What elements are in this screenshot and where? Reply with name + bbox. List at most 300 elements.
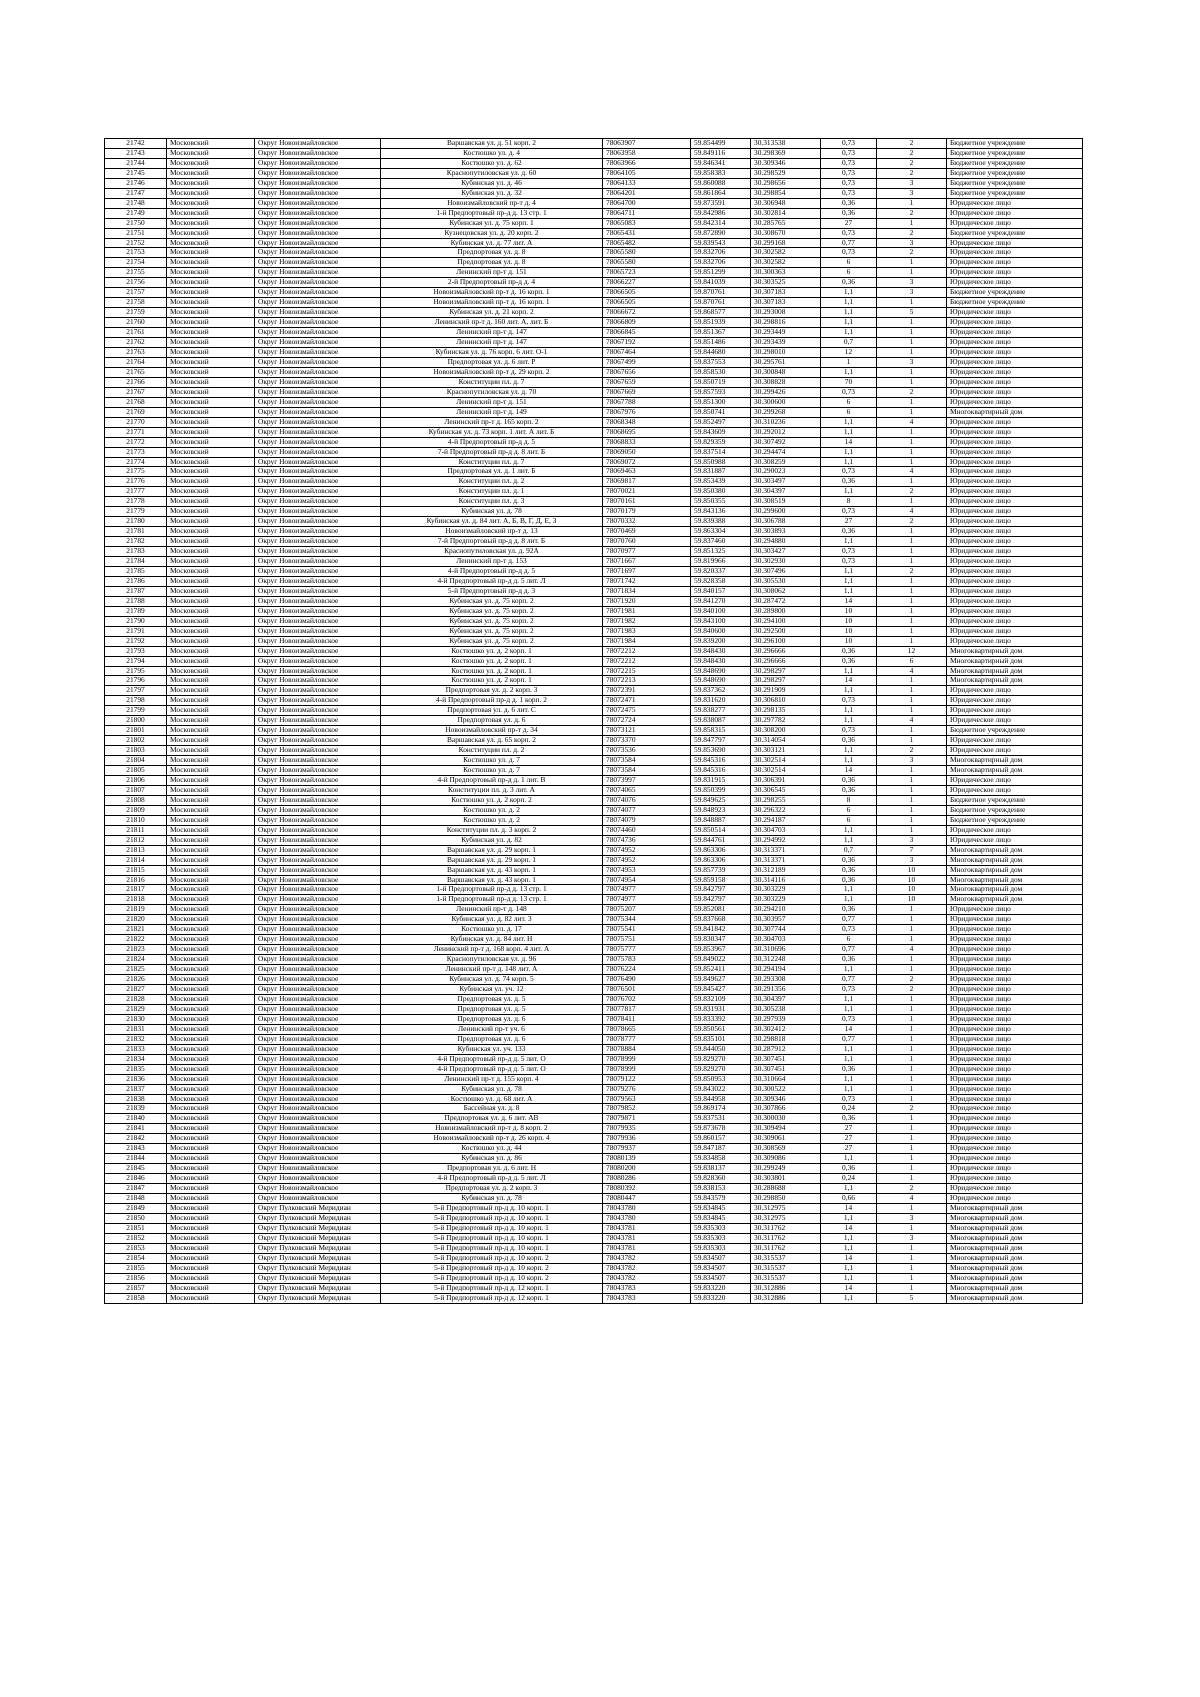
row-number-cell: 21831 — [105, 1024, 167, 1034]
row-number-cell: 21829 — [105, 1004, 167, 1014]
row-number-cell: 21775 — [105, 467, 167, 477]
address-cell: Кубинская ул. д. 46 — [381, 178, 603, 188]
table-row — [105, 756, 1083, 766]
latitude-cell: 59.834845 — [691, 1203, 751, 1213]
latitude-cell: 59.849116 — [691, 148, 751, 158]
municipality-cell: Округ Новоизмайловское — [255, 1024, 381, 1034]
count-cell: 4 — [877, 467, 947, 477]
row-number-cell: 21776 — [105, 477, 167, 487]
district-cell: Московский — [167, 377, 255, 387]
municipality-cell: Округ Новоизмайловское — [255, 696, 381, 706]
count-cell: 4 — [877, 1194, 947, 1204]
code-cell: 78078999 — [603, 1064, 691, 1074]
district-cell: Московский — [167, 218, 255, 228]
district-cell: Московский — [167, 537, 255, 547]
longitude-cell: 30.303497 — [751, 477, 821, 487]
municipality-cell: Округ Новоизмайловское — [255, 955, 381, 965]
code-cell: 78076501 — [603, 985, 691, 995]
address-cell: Краснопутиловская ул. д. 96 — [381, 955, 603, 965]
district-cell: Московский — [167, 397, 255, 407]
count-cell: 2 — [877, 168, 947, 178]
longitude-cell: 30.312975 — [751, 1203, 821, 1213]
table-row — [105, 139, 1083, 149]
code-cell: 78064105 — [603, 168, 691, 178]
address-cell: Предпортовая ул. д. 1 лит. Б — [381, 467, 603, 477]
latitude-cell: 59.873591 — [691, 198, 751, 208]
row-number-cell: 21854 — [105, 1253, 167, 1263]
count-cell: 3 — [877, 855, 947, 865]
address-cell: 7-й Предпортовый пр-д д. 8 лит. Б — [381, 447, 603, 457]
municipality-cell: Округ Новоизмайловское — [255, 795, 381, 805]
code-cell: 78078999 — [603, 1054, 691, 1064]
district-cell: Московский — [167, 417, 255, 427]
volume-cell: 0,36 — [821, 1164, 877, 1174]
address-cell: Конституции пл. д. 7 — [381, 457, 603, 467]
count-cell: 1 — [877, 1273, 947, 1283]
code-cell: 78080286 — [603, 1174, 691, 1184]
table-row — [105, 865, 1083, 875]
municipality-cell: Округ Новоизмайловское — [255, 746, 381, 756]
owner-type-cell: Многоквартирный дом — [947, 1263, 1083, 1273]
table-row — [105, 517, 1083, 527]
volume-cell: 0,66 — [821, 1194, 877, 1204]
row-number-cell: 21830 — [105, 1014, 167, 1024]
data-table — [104, 138, 1083, 1304]
count-cell: 1 — [877, 457, 947, 467]
code-cell: 78075777 — [603, 945, 691, 955]
longitude-cell: 30.291356 — [751, 985, 821, 995]
municipality-cell: Округ Новоизмайловское — [255, 178, 381, 188]
table-row — [105, 566, 1083, 576]
code-cell: 78043780 — [603, 1203, 691, 1213]
latitude-cell: 59.863304 — [691, 527, 751, 537]
code-cell: 78073584 — [603, 756, 691, 766]
latitude-cell: 59.843136 — [691, 507, 751, 517]
longitude-cell: 30.303229 — [751, 885, 821, 895]
row-number-cell: 21837 — [105, 1084, 167, 1094]
table-row — [105, 457, 1083, 467]
table-row — [105, 367, 1083, 377]
code-cell: 78074077 — [603, 805, 691, 815]
district-cell: Московский — [167, 994, 255, 1004]
count-cell: 1 — [877, 1174, 947, 1184]
volume-cell: 27 — [821, 218, 877, 228]
municipality-cell: Округ Новоизмайловское — [255, 666, 381, 676]
volume-cell: 1,1 — [821, 965, 877, 975]
district-cell: Московский — [167, 805, 255, 815]
address-cell: Новоизмайловский пр-т д. 13 — [381, 527, 603, 537]
municipality-cell: Округ Новоизмайловское — [255, 318, 381, 328]
longitude-cell: 30.312975 — [751, 1213, 821, 1223]
row-number-cell: 21813 — [105, 845, 167, 855]
code-cell: 78072212 — [603, 656, 691, 666]
latitude-cell: 59.831915 — [691, 776, 751, 786]
count-cell: 7 — [877, 845, 947, 855]
owner-type-cell: Юридическое лицо — [947, 377, 1083, 387]
code-cell: 78076490 — [603, 975, 691, 985]
row-number-cell: 21756 — [105, 278, 167, 288]
longitude-cell: 30.315537 — [751, 1253, 821, 1263]
owner-type-cell: Юридическое лицо — [947, 835, 1083, 845]
volume-cell: 1,1 — [821, 566, 877, 576]
code-cell: 78064700 — [603, 198, 691, 208]
table-row — [105, 825, 1083, 835]
municipality-cell: Округ Новоизмайловское — [255, 348, 381, 358]
address-cell: 5-й Предпортовый пр-д д. 10 корп. 1 — [381, 1243, 603, 1253]
longitude-cell: 30.303525 — [751, 278, 821, 288]
latitude-cell: 59.838277 — [691, 706, 751, 716]
owner-type-cell: Юридическое лицо — [947, 537, 1083, 547]
owner-type-cell: Юридическое лицо — [947, 1144, 1083, 1154]
code-cell: 78065431 — [603, 228, 691, 238]
owner-type-cell: Многоквартирный дом — [947, 1213, 1083, 1223]
volume-cell: 6 — [821, 258, 877, 268]
address-cell: Конституции пл. д. 3 лит. А — [381, 785, 603, 795]
municipality-cell: Округ Новоизмайловское — [255, 1164, 381, 1174]
volume-cell: 14 — [821, 676, 877, 686]
longitude-cell: 30.298854 — [751, 188, 821, 198]
count-cell: 1 — [877, 1144, 947, 1154]
owner-type-cell: Юридическое лицо — [947, 387, 1083, 397]
code-cell: 78071920 — [603, 596, 691, 606]
municipality-cell: Округ Новоизмайловское — [255, 427, 381, 437]
district-cell: Московский — [167, 606, 255, 616]
count-cell: 1 — [877, 497, 947, 507]
volume-cell: 0,36 — [821, 785, 877, 795]
code-cell: 78076702 — [603, 994, 691, 1004]
latitude-cell: 59.839200 — [691, 636, 751, 646]
count-cell: 2 — [877, 487, 947, 497]
code-cell: 78071742 — [603, 576, 691, 586]
count-cell: 1 — [877, 815, 947, 825]
table-row — [105, 1194, 1083, 1204]
owner-type-cell: Юридическое лицо — [947, 1134, 1083, 1144]
address-cell: Кубинская ул. д. 73 корп. 1 лит. А лит. Б — [381, 427, 603, 437]
volume-cell: 1,1 — [821, 1074, 877, 1084]
count-cell: 3 — [877, 1233, 947, 1243]
count-cell: 1 — [877, 218, 947, 228]
volume-cell: 0,73 — [821, 178, 877, 188]
district-cell: Московский — [167, 477, 255, 487]
longitude-cell: 30.313371 — [751, 845, 821, 855]
municipality-cell: Округ Новоизмайловское — [255, 1054, 381, 1064]
count-cell: 1 — [877, 1203, 947, 1213]
latitude-cell: 59.851486 — [691, 338, 751, 348]
municipality-cell: Округ Новоизмайловское — [255, 537, 381, 547]
volume-cell: 8 — [821, 795, 877, 805]
count-cell: 1 — [877, 925, 947, 935]
longitude-cell: 30.302582 — [751, 258, 821, 268]
owner-type-cell: Юридическое лицо — [947, 1044, 1083, 1054]
count-cell: 1 — [877, 795, 947, 805]
row-number-cell: 21758 — [105, 298, 167, 308]
code-cell: 78072475 — [603, 706, 691, 716]
row-number-cell: 21850 — [105, 1213, 167, 1223]
address-cell: Варшавская ул. д. 29 корп. 1 — [381, 855, 603, 865]
longitude-cell: 30.305530 — [751, 576, 821, 586]
row-number-cell: 21792 — [105, 636, 167, 646]
latitude-cell: 59.868577 — [691, 308, 751, 318]
table-row — [105, 1223, 1083, 1233]
table-row — [105, 1213, 1083, 1223]
district-cell: Московский — [167, 527, 255, 537]
table-row — [105, 1104, 1083, 1114]
district-cell: Московский — [167, 1283, 255, 1293]
address-cell: Костюшко ул. д. 68 лит. А — [381, 1094, 603, 1104]
count-cell: 1 — [877, 596, 947, 606]
owner-type-cell: Юридическое лицо — [947, 975, 1083, 985]
volume-cell: 14 — [821, 1283, 877, 1293]
municipality-cell: Округ Новоизмайловское — [255, 606, 381, 616]
count-cell: 6 — [877, 656, 947, 666]
volume-cell: 6 — [821, 407, 877, 417]
owner-type-cell: Многоквартирный дом — [947, 666, 1083, 676]
row-number-cell: 21811 — [105, 825, 167, 835]
table-row — [105, 1084, 1083, 1094]
count-cell: 1 — [877, 367, 947, 377]
longitude-cell: 30.298529 — [751, 168, 821, 178]
municipality-cell: Округ Новоизмайловское — [255, 855, 381, 865]
row-number-cell: 21766 — [105, 377, 167, 387]
code-cell: 78064133 — [603, 178, 691, 188]
count-cell: 1 — [877, 1243, 947, 1253]
latitude-cell: 59.847797 — [691, 736, 751, 746]
volume-cell: 1,1 — [821, 308, 877, 318]
longitude-cell: 30.293308 — [751, 975, 821, 985]
volume-cell: 14 — [821, 1223, 877, 1233]
volume-cell: 0,36 — [821, 955, 877, 965]
row-number-cell: 21856 — [105, 1273, 167, 1283]
row-number-cell: 21768 — [105, 397, 167, 407]
address-cell: Кубинская ул. д. 75 корп. 2 — [381, 636, 603, 646]
latitude-cell: 59.834845 — [691, 1213, 751, 1223]
longitude-cell: 30.298297 — [751, 666, 821, 676]
longitude-cell: 30.309346 — [751, 158, 821, 168]
district-cell: Московский — [167, 985, 255, 995]
district-cell: Московский — [167, 1273, 255, 1283]
municipality-cell: Округ Новоизмайловское — [255, 387, 381, 397]
owner-type-cell: Юридическое лицо — [947, 606, 1083, 616]
address-cell: Предпортовая ул. д. 2 корп. 3 — [381, 686, 603, 696]
address-cell: Варшавская ул. д. 29 корп. 1 — [381, 845, 603, 855]
municipality-cell: Округ Новоизмайловское — [255, 1174, 381, 1184]
owner-type-cell: Многоквартирный дом — [947, 895, 1083, 905]
longitude-cell: 30.303229 — [751, 895, 821, 905]
count-cell: 1 — [877, 616, 947, 626]
owner-type-cell: Многоквартирный дом — [947, 676, 1083, 686]
volume-cell: 0,77 — [821, 1034, 877, 1044]
row-number-cell: 21821 — [105, 925, 167, 935]
count-cell: 3 — [877, 178, 947, 188]
owner-type-cell: Многоквартирный дом — [947, 1203, 1083, 1213]
address-cell: Конституции пл. д. 2 — [381, 746, 603, 756]
address-cell: 5-й Предпортовый пр-д д. 10 корп. 2 — [381, 1263, 603, 1273]
count-cell: 1 — [877, 1223, 947, 1233]
district-cell: Московский — [167, 318, 255, 328]
owner-type-cell: Юридическое лицо — [947, 248, 1083, 258]
row-number-cell: 21765 — [105, 367, 167, 377]
latitude-cell: 59.843579 — [691, 1194, 751, 1204]
longitude-cell: 30.304703 — [751, 935, 821, 945]
longitude-cell: 30.311762 — [751, 1233, 821, 1243]
latitude-cell: 59.832109 — [691, 994, 751, 1004]
district-cell: Московский — [167, 576, 255, 586]
district-cell: Московский — [167, 1024, 255, 1034]
volume-cell: 1,1 — [821, 756, 877, 766]
row-number-cell: 21777 — [105, 487, 167, 497]
latitude-cell: 59.831887 — [691, 467, 751, 477]
municipality-cell: Округ Новоизмайловское — [255, 766, 381, 776]
owner-type-cell: Юридическое лицо — [947, 1164, 1083, 1174]
row-number-cell: 21841 — [105, 1124, 167, 1134]
code-cell: 78043782 — [603, 1253, 691, 1263]
latitude-cell: 59.834507 — [691, 1273, 751, 1283]
district-cell: Московский — [167, 487, 255, 497]
district-cell: Московский — [167, 726, 255, 736]
latitude-cell: 59.853690 — [691, 746, 751, 756]
address-cell: Кубинская ул. д. 32 — [381, 188, 603, 198]
longitude-cell: 30.314054 — [751, 736, 821, 746]
address-cell: Ленинский пр-т уч. 6 — [381, 1024, 603, 1034]
municipality-cell: Округ Новоизмайловское — [255, 785, 381, 795]
address-cell: Предпортовая ул. д. 5 — [381, 1004, 603, 1014]
row-number-cell: 21848 — [105, 1194, 167, 1204]
row-number-cell: 21820 — [105, 915, 167, 925]
row-number-cell: 21805 — [105, 766, 167, 776]
volume-cell: 1,1 — [821, 1004, 877, 1014]
row-number-cell: 21855 — [105, 1263, 167, 1273]
district-cell: Московский — [167, 975, 255, 985]
longitude-cell: 30.313538 — [751, 139, 821, 149]
code-cell: 78079871 — [603, 1114, 691, 1124]
latitude-cell: 59.819966 — [691, 557, 751, 567]
row-number-cell: 21761 — [105, 328, 167, 338]
address-cell: 5-й Предпортовый пр-д д. 10 корп. 1 — [381, 1203, 603, 1213]
volume-cell: 0,24 — [821, 1174, 877, 1184]
district-cell: Московский — [167, 686, 255, 696]
owner-type-cell: Юридическое лицо — [947, 318, 1083, 328]
municipality-cell: Округ Новоизмайловское — [255, 626, 381, 636]
district-cell: Московский — [167, 566, 255, 576]
municipality-cell: Округ Новоизмайловское — [255, 636, 381, 646]
count-cell: 1 — [877, 1263, 947, 1273]
row-number-cell: 21763 — [105, 348, 167, 358]
table-row — [105, 1273, 1083, 1283]
owner-type-cell: Многоквартирный дом — [947, 1233, 1083, 1243]
district-cell: Московский — [167, 935, 255, 945]
row-number-cell: 21774 — [105, 457, 167, 467]
row-number-cell: 21785 — [105, 566, 167, 576]
code-cell: 78074953 — [603, 865, 691, 875]
address-cell: Варшавская ул. д. 43 корп. 1 — [381, 865, 603, 875]
latitude-cell: 59.837460 — [691, 537, 751, 547]
table-row — [105, 776, 1083, 786]
longitude-cell: 30.307451 — [751, 1064, 821, 1074]
count-cell: 1 — [877, 905, 947, 915]
longitude-cell: 30.297939 — [751, 1014, 821, 1024]
district-cell: Московский — [167, 1104, 255, 1114]
municipality-cell: Округ Пулковский Меридиан — [255, 1263, 381, 1273]
address-cell: Предпортовая ул. д. 5 — [381, 994, 603, 1004]
row-number-cell: 21764 — [105, 357, 167, 367]
code-cell: 78066505 — [603, 288, 691, 298]
table-row — [105, 596, 1083, 606]
table-row — [105, 198, 1083, 208]
count-cell: 2 — [877, 975, 947, 985]
count-cell: 1 — [877, 1074, 947, 1084]
latitude-cell: 59.843100 — [691, 616, 751, 626]
district-cell: Московский — [167, 308, 255, 318]
count-cell: 3 — [877, 238, 947, 248]
row-number-cell: 21809 — [105, 805, 167, 815]
owner-type-cell: Юридическое лицо — [947, 218, 1083, 228]
row-number-cell: 21753 — [105, 248, 167, 258]
municipality-cell: Округ Пулковский Меридиан — [255, 1233, 381, 1243]
municipality-cell: Округ Новоизмайловское — [255, 965, 381, 975]
address-cell: Варшавская ул. д. 43 корп. 1 — [381, 875, 603, 885]
code-cell: 78066505 — [603, 298, 691, 308]
longitude-cell: 30.306948 — [751, 198, 821, 208]
code-cell: 78063958 — [603, 148, 691, 158]
longitude-cell: 30.303121 — [751, 746, 821, 756]
table-row — [105, 208, 1083, 218]
code-cell: 78067464 — [603, 348, 691, 358]
longitude-cell: 30.297782 — [751, 716, 821, 726]
count-cell: 2 — [877, 158, 947, 168]
district-cell: Московский — [167, 666, 255, 676]
owner-type-cell: Юридическое лицо — [947, 985, 1083, 995]
row-number-cell: 21794 — [105, 656, 167, 666]
owner-type-cell: Юридическое лицо — [947, 328, 1083, 338]
table-row — [105, 1004, 1083, 1014]
volume-cell: 1,1 — [821, 746, 877, 756]
owner-type-cell: Многоквартирный дом — [947, 885, 1083, 895]
address-cell: Предпортовая ул. д. 8 — [381, 248, 603, 258]
latitude-cell: 59.850953 — [691, 1074, 751, 1084]
code-cell: 78070161 — [603, 497, 691, 507]
row-number-cell: 21845 — [105, 1164, 167, 1174]
count-cell: 1 — [877, 547, 947, 557]
table-row — [105, 1263, 1083, 1273]
municipality-cell: Округ Новоизмайловское — [255, 566, 381, 576]
volume-cell: 1,1 — [821, 367, 877, 377]
longitude-cell: 30.309086 — [751, 1154, 821, 1164]
longitude-cell: 30.307496 — [751, 566, 821, 576]
volume-cell: 0,77 — [821, 945, 877, 955]
address-cell: Кубинская ул. д. 84 лит. А, Б, В, Г, Д, Е, З — [381, 517, 603, 527]
count-cell: 2 — [877, 517, 947, 527]
address-cell: 5-й Предпортовый пр-д д. 12 корп. 1 — [381, 1283, 603, 1293]
row-number-cell: 21787 — [105, 586, 167, 596]
longitude-cell: 30.311762 — [751, 1243, 821, 1253]
row-number-cell: 21819 — [105, 905, 167, 915]
table-row — [105, 527, 1083, 537]
volume-cell: 0,36 — [821, 776, 877, 786]
table-row — [105, 656, 1083, 666]
municipality-cell: Округ Новоизмайловское — [255, 586, 381, 596]
latitude-cell: 59.851300 — [691, 397, 751, 407]
table-row — [105, 1024, 1083, 1034]
volume-cell: 0,73 — [821, 507, 877, 517]
municipality-cell: Округ Новоизмайловское — [255, 994, 381, 1004]
longitude-cell: 30.293008 — [751, 308, 821, 318]
owner-type-cell: Бюджетное учреждение — [947, 139, 1083, 149]
address-cell: Костюшко ул. д. 62 — [381, 158, 603, 168]
district-cell: Московский — [167, 457, 255, 467]
longitude-cell: 30.307183 — [751, 298, 821, 308]
volume-cell: 14 — [821, 596, 877, 606]
longitude-cell: 30.298818 — [751, 1034, 821, 1044]
